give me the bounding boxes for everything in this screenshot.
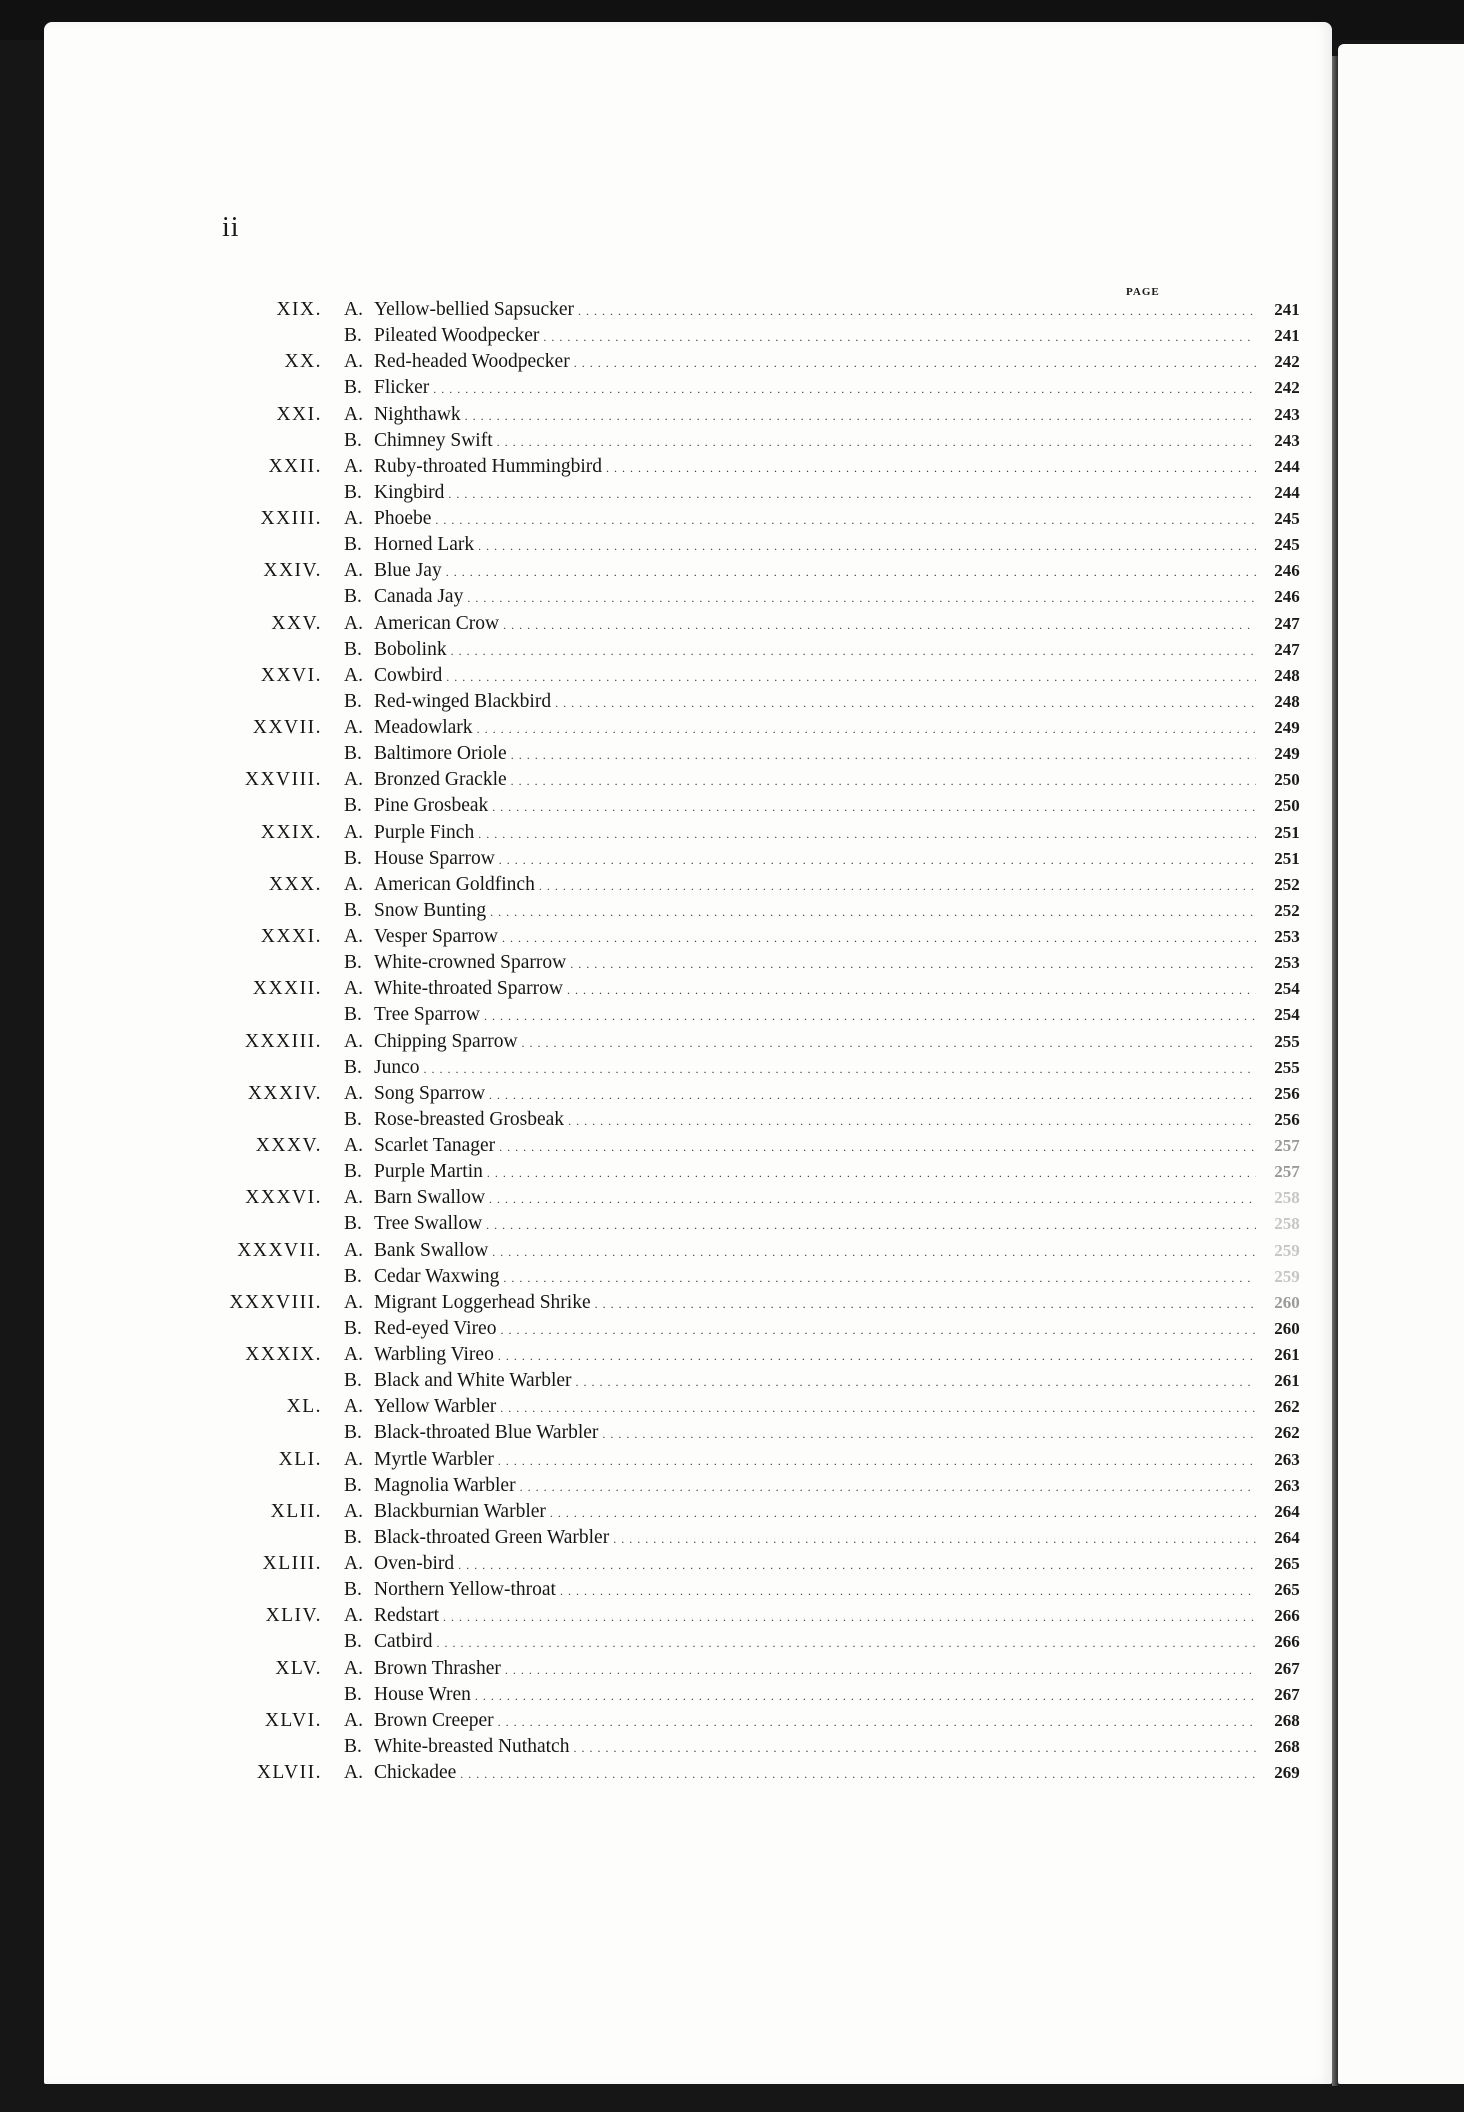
plate-letter: A. [344,1448,363,1470]
plate-number: XXV. [271,612,322,634]
plate-letter: A. [344,1030,363,1052]
toc-entry [150,1473,1300,1499]
toc-entry [150,872,1300,898]
page-number: 242 [1274,352,1300,372]
plate-letter: B. [344,952,362,974]
page-number: 266 [1274,1606,1300,1626]
page-number: 259 [1274,1266,1300,1286]
bird-name: Flicker . . . [374,375,1256,402]
page-number: 247 [1274,639,1300,659]
page-number: 250 [1274,796,1300,816]
page-number: 253 [1274,927,1300,946]
plate-number: XXII. [268,455,322,477]
plate-letter: B. [344,795,362,817]
bird-name: Chimney Swift . . . [374,428,1256,455]
plate-letter: B. [344,1317,362,1339]
plate-letter: A. [344,1187,363,1209]
plate-letter: A. [344,769,363,791]
toc-entry [150,793,1300,819]
plate-letter: A. [344,1709,363,1731]
page-number: 257 [1274,1162,1300,1182]
page-number: 255 [1274,1031,1300,1051]
bird-name: Meadowlark . . . [374,715,1256,742]
plate-letter: A. [344,508,363,529]
toc-entry [150,1708,1300,1734]
plate-letter: A. [344,821,363,843]
bird-name: Blackburnian Warbler . . . [374,1499,1256,1526]
toc-entry [150,1629,1300,1655]
plate-number: XIX. [276,299,322,320]
toc-entry [150,1342,1300,1368]
page-number: 264 [1274,1527,1300,1547]
toc-entry [150,1734,1300,1760]
bird-name: American Goldfinch . . . [374,872,1256,899]
bird-name: Ruby-throated Hummingbird . . . [374,454,1256,481]
toc-entry [150,1238,1300,1264]
plate-letter: B. [344,690,362,712]
bird-name: Catbird . . . [374,1629,1256,1656]
plate-letter: B. [344,534,362,556]
plate-number: XXXI. [260,926,322,947]
page-number: 266 [1274,1632,1300,1652]
page-number: 254 [1274,979,1300,999]
table-of-contents [150,297,1300,1786]
bird-name: Bobolink . . . [374,637,1256,664]
page-number: 243 [1274,404,1300,424]
plate-number: XXXIII. [244,1030,322,1052]
toc-entry [150,715,1300,741]
page-number: 269 [1274,1763,1300,1782]
plate-letter: A. [344,1500,363,1522]
bird-name: Bronzed Grackle . . . [374,767,1256,794]
plate-letter: A. [344,1082,363,1104]
page-number: 268 [1274,1736,1300,1756]
toc-entry [150,1029,1300,1055]
bird-name: Brown Creeper . . . [374,1708,1256,1735]
toc-entry [150,1159,1300,1185]
bird-name: Warbling Vireo . . . [374,1342,1256,1369]
bird-name: Black-throated Green Warbler . . . [374,1525,1256,1552]
page-number: 257 [1274,1136,1300,1155]
page-number: 256 [1274,1109,1300,1129]
page-number: 256 [1274,1083,1300,1103]
page-number: 250 [1274,770,1300,790]
page-number: 241 [1274,300,1300,319]
plate-letter: A. [344,978,363,1000]
page-number: 247 [1274,613,1300,633]
page-folio: ii [222,212,240,243]
bird-name: Migrant Loggerhead Shrike . . . [374,1290,1256,1317]
bird-name: Red-headed Woodpecker . . . [374,349,1256,376]
plate-number: XXX. [268,873,322,895]
plate-letter: A. [344,1605,363,1627]
bird-name: Yellow-bellied Sapsucker . . . [374,297,1256,324]
page-number: 249 [1274,744,1300,764]
bird-name: Black and White Warbler . . . [374,1368,1256,1395]
plate-letter: A. [344,873,363,895]
bird-name: Black-throated Blue Warbler . . . [374,1420,1256,1447]
toc-entry [150,1316,1300,1342]
page-number: 258 [1274,1214,1300,1234]
bird-name: White-crowned Sparrow . . . [374,950,1256,977]
bird-name: Kingbird . . . [374,480,1256,507]
plate-number: XXXVIII. [229,1291,322,1313]
bird-name: House Wren . . . [374,1682,1256,1709]
plate-letter: A. [344,1344,363,1365]
toc-entry [150,820,1300,846]
plate-letter: B. [344,481,362,503]
bird-name: Chipping Sparrow . . . [374,1029,1256,1056]
bird-name: Cedar Waxwing . . . [374,1264,1256,1291]
page-number: 258 [1274,1188,1300,1208]
page-number: 246 [1274,561,1300,581]
plate-number: XLI. [278,1448,322,1470]
bird-name: Pileated Woodpecker . . . [374,323,1256,350]
toc-entry [150,663,1300,689]
page-number: 267 [1274,1684,1300,1704]
bird-name: Snow Bunting . . . [374,898,1256,925]
toc-entry [150,1368,1300,1394]
bird-name: Junco . . . [374,1055,1256,1082]
toc-entry [150,611,1300,637]
page-number: 259 [1274,1240,1300,1260]
toc-entry [150,584,1300,610]
page-number: 261 [1274,1345,1300,1364]
toc-entry [150,1290,1300,1316]
toc-entry [150,1185,1300,1211]
bird-name: Song Sparrow . . . [374,1081,1256,1108]
plate-number: XXI. [276,403,322,425]
plate-number: XXXVII. [237,1239,322,1261]
page-number: 244 [1274,456,1300,476]
plate-number: XL. [286,1396,322,1418]
plate-letter: B. [344,429,362,451]
plate-letter: B. [344,1631,362,1653]
bird-name: Phoebe . . . [374,506,1256,533]
bird-name: Rose-breasted Grosbeak . . . [374,1107,1256,1134]
page-column-header: PAGE [1126,286,1160,298]
bird-name: Yellow Warbler . . . [374,1394,1256,1421]
bird-name: White-breasted Nuthatch . . . [374,1734,1256,1761]
plate-letter: A. [344,717,363,738]
bird-name: American Crow . . . [374,611,1256,638]
bird-name: Brown Thrasher . . . [374,1656,1256,1683]
bird-name: Scarlet Tanager . . . [374,1133,1256,1160]
toc-entry [150,924,1300,950]
plate-letter: A. [344,455,363,477]
facing-page-edge [1338,44,1464,2084]
toc-entry [150,976,1300,1002]
toc-entry [150,1577,1300,1603]
page-number: 255 [1274,1057,1300,1077]
plate-letter: B. [344,638,362,660]
page-number: 265 [1274,1554,1300,1573]
plate-letter: B. [344,1056,362,1078]
bird-name: Red-winged Blackbird . . . [374,689,1256,716]
toc-entry [150,898,1300,924]
bird-name: Canada Jay . . . [374,584,1256,611]
plate-number: XLIII. [262,1553,322,1574]
plate-letter: B. [344,1004,362,1026]
plate-letter: B. [344,847,362,869]
plate-number: XLIV. [265,1605,322,1627]
toc-entry [150,1525,1300,1551]
page-number: 268 [1274,1710,1300,1730]
toc-entry [150,637,1300,663]
plate-letter: B. [344,377,362,399]
bird-name: Redstart . . . [374,1603,1256,1630]
toc-entry [150,1055,1300,1081]
plate-letter: A. [344,1239,363,1261]
plate-number: XXXIV. [247,1082,322,1104]
toc-entry [150,1603,1300,1629]
toc-entry [150,454,1300,480]
toc-entry [150,1264,1300,1290]
toc-entry [150,689,1300,715]
bird-name: Pine Grosbeak . . . [374,793,1256,820]
page-number: 243 [1274,430,1300,450]
bird-name: Oven-bird . . . [374,1551,1256,1578]
bird-name: Vesper Sparrow . . . [374,924,1256,951]
page-number: 241 [1274,326,1300,346]
plate-letter: B. [344,1422,362,1444]
plate-letter: B. [344,899,362,921]
toc-entry [150,1394,1300,1420]
page-number: 252 [1274,874,1300,894]
page-number: 246 [1274,587,1300,607]
bird-name: Tree Swallow . . . [374,1211,1256,1238]
plate-number: XXVIII. [244,769,322,791]
page-number: 248 [1274,691,1300,711]
plate-letter: B. [344,1370,362,1392]
plate-letter: A. [344,560,363,582]
toc-entry [150,1107,1300,1133]
plate-letter: A. [344,664,363,686]
plate-letter: A. [344,1762,363,1783]
page-number: 251 [1274,822,1300,842]
page-number: 252 [1274,900,1300,920]
plate-number: XXXV. [255,1135,322,1156]
toc-entry [150,1551,1300,1577]
plate-letter: A. [344,1396,363,1418]
toc-entry [150,375,1300,401]
toc-entry [150,297,1300,323]
page-number: 267 [1274,1658,1300,1678]
toc-entry [150,558,1300,584]
plate-letter: B. [344,1108,362,1130]
plate-number: XLV. [275,1657,322,1679]
plate-letter: B. [344,743,362,765]
page-number: 245 [1274,509,1300,528]
plate-letter: A. [344,926,363,947]
toc-entry [150,480,1300,506]
plate-number: XXVI. [260,664,322,686]
plate-letter: A. [344,1135,363,1156]
plate-number: XXXVI. [245,1187,322,1209]
plate-number: XLII. [270,1500,322,1522]
page-number: 242 [1274,378,1300,398]
toc-entry [150,1211,1300,1237]
plate-letter: A. [344,612,363,634]
toc-entry [150,1002,1300,1028]
plate-number: XXXII. [252,978,322,1000]
toc-entry [150,1499,1300,1525]
bird-name: Myrtle Warbler . . . [374,1447,1256,1474]
toc-entry [150,741,1300,767]
plate-letter: B. [344,1526,362,1548]
plate-letter: B. [344,586,362,608]
page-number: 263 [1274,1475,1300,1495]
page-number: 265 [1274,1580,1300,1600]
bird-name: Barn Swallow . . . [374,1185,1256,1212]
toc-entry [150,1760,1300,1786]
plate-letter: B. [344,1683,362,1705]
bird-name: Purple Martin . . . [374,1159,1256,1186]
plate-letter: A. [344,403,363,425]
plate-letter: A. [344,1657,363,1679]
page-number: 262 [1274,1423,1300,1443]
page-number: 254 [1274,1005,1300,1025]
bird-name: Northern Yellow-throat . . . [374,1577,1256,1604]
plate-number: XLVII. [256,1762,322,1783]
toc-entry [150,323,1300,349]
toc-entry [150,1447,1300,1473]
bird-name: Nighthawk . . . [374,402,1256,429]
plate-letter: B. [344,325,362,347]
plate-letter: B. [344,1735,362,1757]
page-number: 261 [1274,1371,1300,1391]
plate-letter: B. [344,1474,362,1496]
plate-number: XX. [284,351,322,373]
plate-letter: B. [344,1265,362,1287]
toc-entry [150,767,1300,793]
plate-letter: B. [344,1213,362,1235]
bird-name: Cowbird . . . [374,663,1256,690]
toc-entry [150,532,1300,558]
plate-letter: A. [344,351,363,373]
plate-number: XXVII. [252,717,322,738]
page-number: 262 [1274,1397,1300,1417]
plate-letter: B. [344,1579,362,1601]
plate-number: XLVI. [264,1709,322,1731]
page-number: 264 [1274,1501,1300,1521]
page-number: 244 [1274,482,1300,502]
plate-number: XXXIX. [245,1344,322,1365]
bird-name: Bank Swallow . . . [374,1238,1256,1265]
page-number: 253 [1274,953,1300,973]
plate-letter: A. [344,1291,363,1313]
plate-number: XXIX. [260,821,322,843]
toc-entry [150,1081,1300,1107]
page-number: 245 [1274,535,1300,555]
plate-number: XXIV. [263,560,322,582]
toc-entry [150,1133,1300,1159]
bird-name: Magnolia Warbler . . . [374,1473,1256,1500]
plate-letter: A. [344,1553,363,1574]
toc-entry [150,1656,1300,1682]
bird-name: Purple Finch . . . [374,820,1256,847]
bird-name: Blue Jay . . . [374,558,1256,585]
page-number: 249 [1274,718,1300,737]
bird-name: Chickadee . . . [374,1760,1256,1787]
plate-letter: B. [344,1161,362,1183]
page-number: 251 [1274,848,1300,868]
page-number: 263 [1274,1449,1300,1469]
toc-entry [150,506,1300,532]
toc-entry [150,846,1300,872]
plate-letter: A. [344,299,363,320]
bird-name: Baltimore Oriole . . . [374,741,1256,768]
plate-number: XXIII. [260,508,322,529]
toc-entry [150,1420,1300,1446]
bird-name: Horned Lark . . . [374,532,1256,559]
toc-entry [150,428,1300,454]
toc-entry [150,1682,1300,1708]
toc-entry [150,402,1300,428]
bird-name: Red-eyed Vireo . . . [374,1316,1256,1343]
bird-name: Tree Sparrow . . . [374,1002,1256,1029]
page-number: 260 [1274,1292,1300,1312]
bird-name: White-throated Sparrow . . . [374,976,1256,1003]
toc-entry [150,349,1300,375]
page-number: 260 [1274,1318,1300,1338]
bird-name: House Sparrow . . . [374,846,1256,873]
toc-entry [150,950,1300,976]
page-number: 248 [1274,665,1300,685]
